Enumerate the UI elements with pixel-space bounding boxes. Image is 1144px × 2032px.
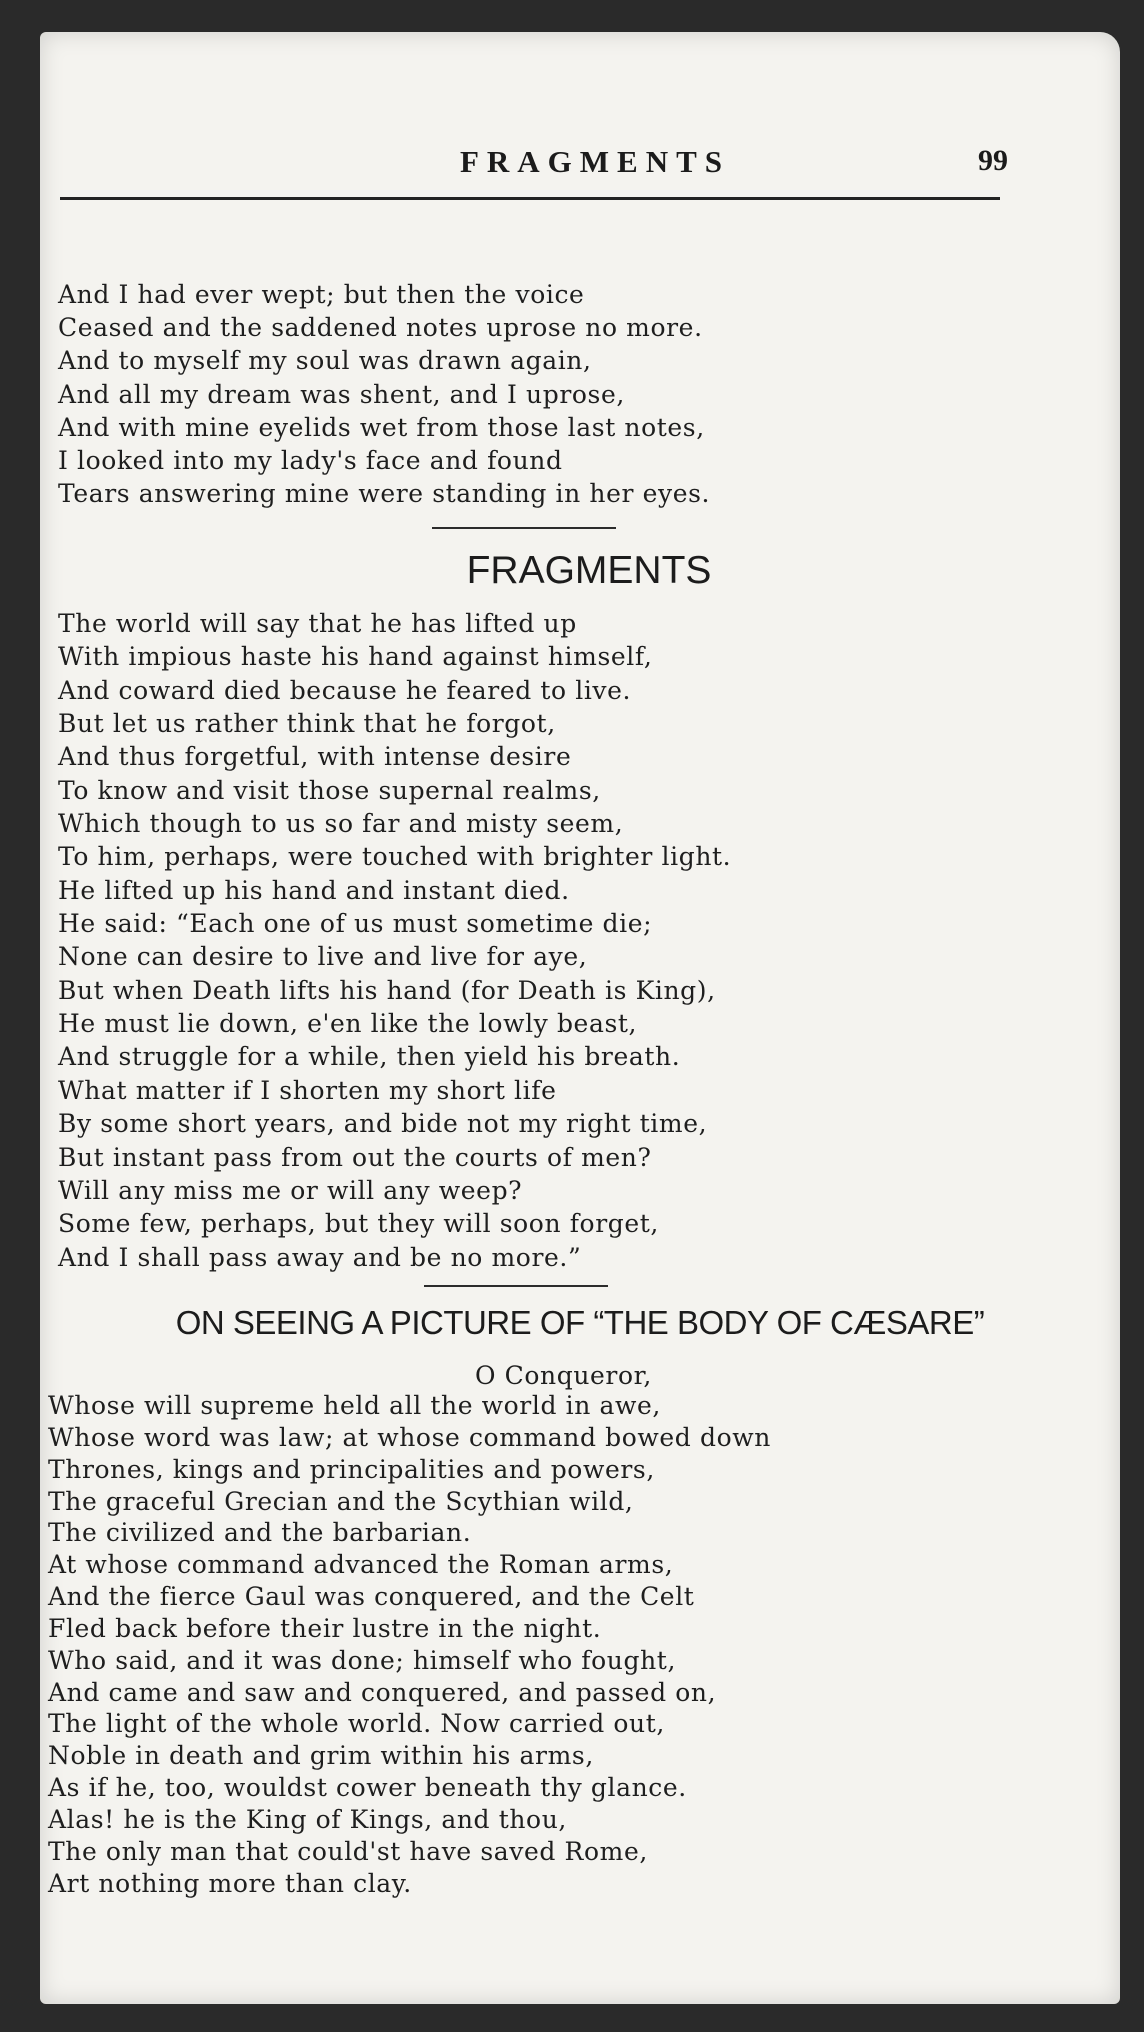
poem-line: Art nothing more than clay. <box>48 1868 412 1898</box>
poem-title-fragments: FRAGMENTS <box>466 549 712 592</box>
poem-line: As if he, too, wouldst cower beneath thy glance. <box>48 1773 687 1803</box>
poem-line: And to myself my soul was drawn again, <box>58 346 592 376</box>
poem-line: Some few, perhaps, but they will soon forget, <box>58 1209 659 1239</box>
poem-line: The world will say that he has lifted up <box>58 609 577 638</box>
poem-line: By some short years, and bide not my right time, <box>58 1109 708 1139</box>
section-divider <box>432 527 616 529</box>
poem-line: Whose will supreme held all the world in awe, <box>48 1391 661 1420</box>
poem-line: Tears answering mine were standing in her eyes. <box>58 479 711 509</box>
poem-line: He must lie down, e'en like the lowly beast, <box>58 1009 638 1039</box>
poem-line: I looked into my lady's face and found <box>58 446 563 476</box>
poem-line: The only man that could'st have saved Rome, <box>48 1836 648 1866</box>
poem-line: And I shall pass away and be no more.” <box>58 1242 582 1272</box>
poem-line: But let us rather think that he forgot, <box>58 709 556 739</box>
poem-caesare-body <box>48 1390 771 1900</box>
poem-line: Ceased and the saddened notes uprose no more. <box>58 313 703 343</box>
poem-line: Fled back before their lustre in the night. <box>48 1613 602 1643</box>
poem-line: But when Death lifts his hand (for Death is King), <box>58 975 716 1005</box>
poem-fragments-body <box>58 607 731 1274</box>
poem-line: And I had ever wept; but then the voice <box>58 280 585 309</box>
poem-title-caesare: ON SEEING A PICTURE OF “THE BODY OF CÆSARE” <box>175 1304 985 1341</box>
poem-line: And all my dream was shent, and I uprose, <box>58 379 625 409</box>
poem-line: And with mine eyelids wet from those last notes, <box>58 412 705 442</box>
poem-line: Alas! he is the King of Kings, and thou, <box>48 1804 567 1834</box>
poem-line: With impious haste his hand against himself, <box>58 642 653 672</box>
section-divider <box>424 1285 608 1287</box>
poem-opening-line: O Conqueror, <box>475 1361 652 1390</box>
poem-line: And came and saw and conquered, and passed on, <box>48 1677 717 1707</box>
poem-line: To him, perhaps, were touched with brighter light. <box>58 842 732 872</box>
poem-line: The light of the whole world. Now carried out, <box>48 1709 665 1739</box>
poem-line: At whose command advanced the Roman arms, <box>48 1550 674 1580</box>
poem-line: Whose word was law; at whose command bowed down <box>48 1422 771 1452</box>
poem-line: And struggle for a while, then yield his breath. <box>58 1042 681 1072</box>
poem-line: Will any miss me or will any weep? <box>58 1175 523 1205</box>
poem-line: Noble in death and grim within his arms, <box>48 1741 594 1771</box>
poem-line: The civilized and the barbarian. <box>48 1518 472 1548</box>
poem-line: And thus forgetful, with intense desire <box>58 742 572 772</box>
poem-line: The graceful Grecian and the Scythian wild, <box>48 1486 634 1516</box>
poem-line: And coward died because he feared to live. <box>58 675 632 705</box>
poem-line: None can desire to live and live for aye, <box>58 942 588 972</box>
poem-line: Thrones, kings and principalities and powers, <box>48 1454 655 1484</box>
header-rule <box>60 197 1000 200</box>
poem-line: He said: “Each one of us must sometime die; <box>58 909 653 939</box>
poem-ending-stanza <box>58 278 710 510</box>
poem-line: But instant pass from out the courts of men? <box>58 1142 652 1172</box>
running-title: FRAGMENTS <box>459 144 731 179</box>
book-page <box>40 32 1120 2004</box>
poem-line: Which though to us so far and misty seem, <box>58 809 624 839</box>
poem-line: He lifted up his hand and instant died. <box>58 875 570 905</box>
page-number: 99 <box>978 144 1008 177</box>
poem-line: And the fierce Gaul was conquered, and the Celt <box>48 1582 695 1612</box>
poem-line: To know and visit those supernal realms, <box>58 775 601 805</box>
poem-line: Who said, and it was done; himself who fought, <box>48 1645 676 1675</box>
poem-line: What matter if I shorten my short life <box>58 1075 557 1105</box>
